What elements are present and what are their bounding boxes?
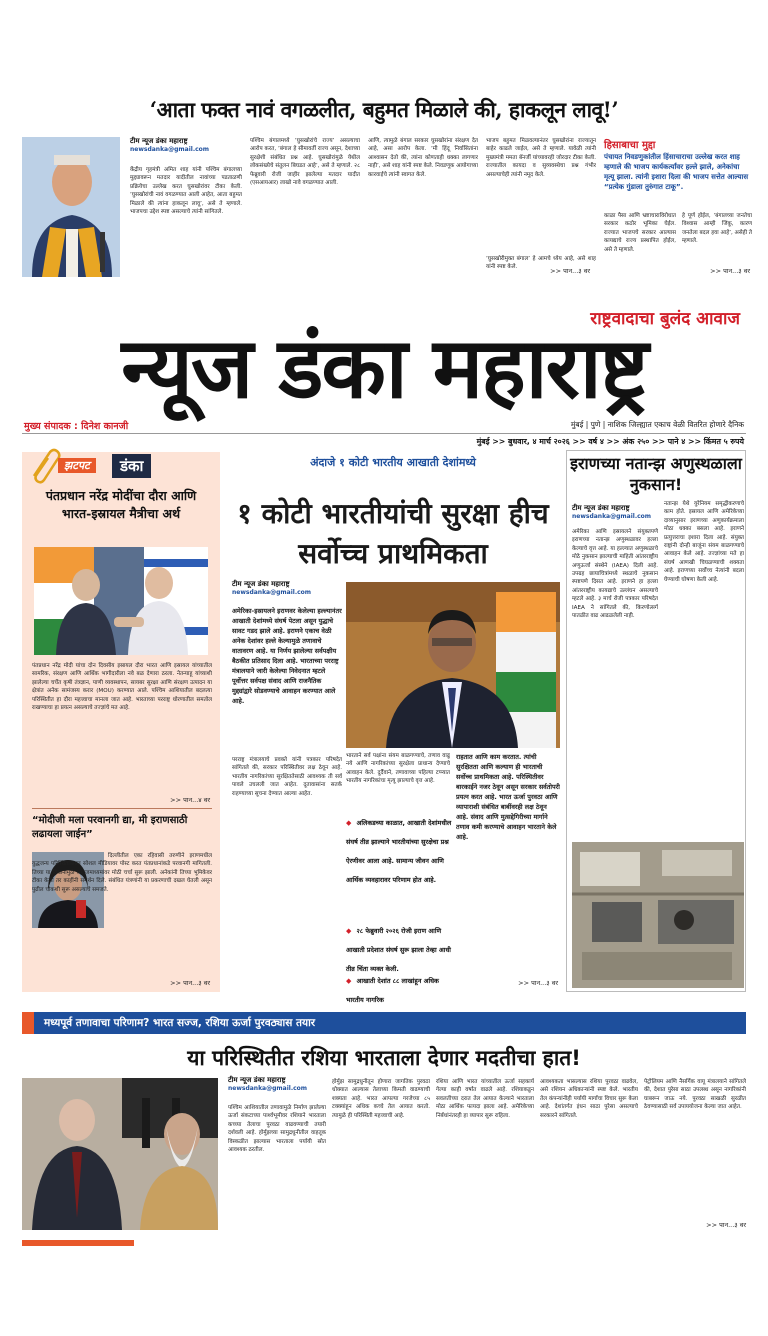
lead-more[interactable]: >> पान...३ वर — [518, 979, 558, 987]
russia-col5: पेट्रोलियम आणि नैसर्गिक वायू मंत्रालयाने सांगितले की, देशात पुरेसा साठा उपलब्ध असून नागरिकांनी घाबरून जाऊ नये. पुरवठा साखळी सुरळीत ठेवण्यासाठी सर्व उपाययोजना केल्या जात आहेत. — [644, 1079, 746, 1111]
russia-col3: रशिया आणि भारत यांच्यातील ऊर्जा सहकार्य गेल्या काही वर्षांत वाढले आहे. रशियाकडून सवलतीच्या दरात तेल आयात केल्याने भारताला मोठा आर्थिक फायदा झाला आहे. अमेरिकेच्या निर्बंधांनंतरही हा व्यापार सुरू राहिला. — [436, 1079, 534, 1119]
editor-label: मुख्य संपादक : दिनेश कानजी — [24, 421, 129, 432]
continue-link-2[interactable]: >> पान...३ वर — [550, 267, 590, 275]
lead-bullet-3 — [346, 968, 452, 1006]
lead-headline: १ कोटी भारतीयांची सुरक्षा हीच सर्वोच्च प्राथमिकता — [237, 497, 549, 570]
iran-headline: इराणच्या नतान्झ अणुस्थळाला नुकसान! — [570, 454, 742, 494]
lead-byline-email[interactable]: newsdanka@gmail.com — [232, 589, 312, 596]
top-story-col4b: ‘घुसखोरीमुक्त बंगाल’ हे आमचे ध्येय आहे, असे शाह यांनी स्पष्ट केले. — [486, 256, 596, 271]
lead-intro: अमेरिका-इस्रायलने इराणवर केलेल्या हल्ल्यानंतर आखाती देशांमध्ये संघर्ष पेटला असून युद्धाचे सावट गडद झाले आहे. इराणने एकाच वेळी अनेक देशांवर हल्ले केल्यामुळे तणावाचे वातावरण आहे. या निर्णय झालेल्या सर्वपक्षीय बैठकीत प्रतिसाद दिला आहे. भारताच्या परराष्ट्र मंत्रालयाने जारी केलेल्या निवेदनात म्हटले पूर्वोत्तर सर्वपक्ष संवाद आणि राजनैतिक मुद्द्यांद्वारे सोडवण्याचे आवाहन करण्यात आले आहे. — [232, 607, 342, 705]
lead-bullet-1 — [346, 810, 452, 886]
lead-intro2: परराष्ट्र मंत्रालयाचे प्रवक्ते यांनी पत्रकार परिषदेत सांगितले की, सरकार परिस्थितीवर लक्ष ठेवून आहे. भारतीय नागरिकांच्या सुरक्षिततेसाठी आवश्यक ती सर्व पावले उचलली जात आहेत. दूतावासांना सतर्क राहण्याच्या सूचना देण्यात आल्या आहेत. — [232, 757, 342, 797]
lead-byline — [232, 580, 342, 596]
tagline: राष्ट्रवादाचा बुलंद आवाज — [590, 309, 740, 329]
putin-modi-photo — [22, 1078, 218, 1230]
top-headline: ‘आता फक्त नावं वगळलीत, बहुमत मिळाले की, हाकलून लावू!’ — [149, 97, 619, 122]
top-story-col3: आणि, त्यामुळे बंगाल सरकार घुसखोरांना संरक्षण देत आहे, असा आरोप केला. ‘मी हिंदू निर्वासितांना आश्वासन देतो की, त्यांना कोणताही धक्का लागणार नाही’, असे शाह यांनी स्पष्ट केले. निवडणूक आयोगाच्या कारवाईचे त्यांनी स्वागत केले. — [368, 138, 478, 178]
left-box-more[interactable]: >> पान...४ वर — [170, 796, 210, 804]
bullet-icon: ◆ — [346, 819, 352, 827]
section-label-b: डंका — [112, 454, 151, 478]
russia-byline-email[interactable]: newsdanka@gmail.com — [228, 1085, 308, 1092]
top-story-byline — [130, 137, 240, 153]
bullet-icon: ◆ — [346, 927, 352, 935]
banner-text: मध्यपूर्व तणावाचा परिणाम? भारत सज्ज, रशिया ऊर्जा पुरवठ्यास तयार — [44, 1017, 316, 1029]
left-box-body: पंतप्रधान नरेंद्र मोदी यांचा दोन दिवसीय इस्रायल दौरा भारत आणि इस्रायल यांच्यातील सामरिक, संरक्षण आणि आर्थिक भागीदारीला नवे बळ देणारा ठरला. नेतन्याहू यांच्याशी झालेल्या चर्चेत कृषी तंत्रज्ञान, पाणी व्यवस्थापन, सायबर सुरक्षा आणि संरक्षण उत्पादन या क्षेत्रांत अनेक सामंजस्य करार (MOU) करण्यात आले. पश्चिम आशियातील बदलत्या परिस्थितीत हा दौरा महत्त्वाचा मानला जात आहे. भारताच्या परराष्ट्र धोरणातील समतोल राखण्याचा हा प्रयत्न असल्याचे तज्ज्ञांचे मत आहे. — [32, 663, 212, 712]
modi-netanyahu-photo — [34, 547, 208, 655]
russia-col2: होर्मुझ सामुद्रधुनीतून होणारा जागतिक पुरवठा धोक्यात आल्यास तेलाच्या किमती वाढण्याची शक्यता आहे. भारत आपल्या गरजेच्या ८५ टक्क्यांहून अधिक कच्चे तेल आयात करतो. त्यामुळे ही परिस्थिती महत्त्वाची आहे. — [332, 1079, 430, 1119]
lead-kicker: अंदाजे १ कोटी भारतीय आखाती देशांमध्ये — [310, 456, 476, 469]
lead-bullet-2-text: २८ फेब्रुवारी २०२६ रोजी इराण आणि आखाती प्रदेशात संघर्ष सुरू झाला तेव्हा आधी तीव्र चिंता व्यक्त केली. — [346, 927, 451, 973]
amit-shah-photo — [22, 137, 120, 277]
russia-headline: या परिस्थितीत रशिया भारताला देणार मदतीचा हात! — [187, 1046, 581, 1070]
side-bold-text: पंचायत निवडणुकांतील हिंसाचाराचा उल्लेख करत शाह म्हणाले की भाजप कार्यकर्त्यांवर हल्ले झाले, अनेकांचा मृत्यू झाला. त्यांनी इशारा दिला की भाजप सत्तेत आल्यास “प्रत्येक गुंडाला तुरुंगात टाकू”. — [604, 153, 749, 191]
iran-byline-text: टीम न्यूज डंका महाराष्ट्र — [572, 504, 630, 512]
top-story-col4: भाजप बहुमत मिळवल्यानंतर घुसखोरांना राज्यातून बाहेर काढले जाईल, असे ते म्हणाले. यावेळी त्यांनी मुख्यमंत्री ममता बॅनर्जी यांच्यावरही जोरदार टीका केली. राज्यातील कायदा व सुव्यवस्थेचा प्रश्न गंभीर असल्याचेही त्यांनी नमूद केले. — [486, 138, 596, 178]
continue-link-1[interactable]: >> पान...३ वर — [710, 267, 750, 275]
lead-byline-text: टीम न्यूज डंका महाराष्ट्र — [232, 580, 290, 588]
russia-col4: आवश्यकता भासल्यास रशिया पुरवठा वाढवेल, असे रशियन अधिकाऱ्यांनी स्पष्ट केले. भारतीय तेल कंपन्यांनीही पर्यायी मार्गांचा विचार सुरू केला आहे. देशांतर्गत इंधन साठा पुरेसा असल्याचे सरकारने सांगितले. — [540, 1079, 638, 1119]
iran-byline — [572, 504, 672, 520]
top-story-col1: केंद्रीय गृहमंत्री अमित शाह यांनी पश्चिम बंगालच्या मुद्द्यावरून मतदार यादीतील नावांच्या पडताळणी प्रक्रियेचा उल्लेख करत घुसखोरांवर टीका केली. ‘घुसखोरांची नावं वगळण्यात आली आहेत, आता बहुमत मिळाले की त्यांना हाकलून लावू’, असे ते म्हणाले. भाजपचा उद्देश स्पष्ट असल्याचे त्यांनी सांगितले. — [130, 167, 242, 216]
byline-email[interactable]: newsdanka@gmail.com — [130, 146, 210, 153]
quote-more[interactable]: >> पान...३ वर — [170, 979, 210, 987]
side-col2: हे पूर्ण होईल, ‘बंगालच्या जनतेचा विश्वास आम्ही जिंकू, कारण जनतेला बदल हवा आहे’, असेही ते म्हणाले. — [682, 213, 752, 245]
lead-bullet-1-text: अलिकडच्या काळात, आखाती देशांमधील संघर्ष तीव्र झाल्याने भारतीयांच्या सुरक्षेचा प्रश्न ऐरणीवर आला आहे. सामान्य जीवन आणि आर्थिक व्यवहारावर परिणाम होत आहे. — [346, 819, 452, 884]
left-box-headline: पंतप्रधान नरेंद्र मोदींचा दौरा आणि भारत-इस्रायल मैत्रीचा अर्थ — [45, 488, 197, 521]
iran-col2: नतान्झ येथे युरेनियम समृद्धीकरणाचे काम होते. इस्रायल आणि अमेरिकेच्या दाव्यानुसार इराणच्या अणुकार्यक्रमाला मोठा धक्का बसला आहे. इराणने प्रत्युत्तराचा इशारा दिला आहे. संयुक्त राष्ट्रांनी दोन्ही बाजूंना संयम बाळगण्याचे आवाहन केले आहे. तज्ज्ञांच्या मते हा संघर्ष आणखी चिघळण्याची शक्यता आहे. इराणच्या सर्वोच्च नेत्यांनी बदला घेण्याची घोषणा केली आहे. — [664, 501, 744, 583]
lead-bullet-3-text: आखाती देशांत ८८ लाखांहून अधिक भारतीय नागरिक — [346, 977, 439, 1004]
official-photo — [346, 582, 560, 748]
section-label-a: झटपट — [58, 458, 96, 473]
bullet-icon: ◆ — [346, 977, 352, 985]
quote-body: दिल्लीतील एका रहिवासी तरुणीने इराणमधील युद्धजन्य परिस्थितीबाबत सोशल मीडियावर पोस्ट करत पंतप्रधानांकडे परवानगी मागितली. तिच्या या विधानामुळे समाजमाध्यमांवर मोठी चर्चा सुरू झाली. अनेकांनी तिच्या भूमिकेवर टीका केली तर काहींनी समर्थन दिले. संबंधित यंत्रणांनी या प्रकरणाची दखल घेतली असून पुढील चौकशी सुरू असल्याचे समजते. — [32, 853, 212, 893]
russia-col1: पश्चिम आशियातील तणावामुळे निर्माण झालेल्या ऊर्जा संकटाच्या पार्श्वभूमीवर रशियाने भारताला कच्च्या तेलाचा पुरवठा वाढवण्याची तयारी दर्शवली आहे. होर्मुझच्या सामुद्रधुनीतील वाहतूक विस्कळीत झाल्यास भारताला पर्यायी स्रोत आवश्यक ठरतील. — [228, 1105, 326, 1154]
russia-byline — [228, 1076, 348, 1092]
iran-col1: अमेरिका आणि इस्रायलने संयुक्तपणे इराणच्या नतान्झ अणुस्थळावर हल्ला केल्याचे वृत्त आहे. या हल्ल्यात अणुस्थळाचे मोठे नुकसान झाल्याची माहिती आंतरराष्ट्रीय अणुऊर्जा संस्थेने (IAEA) दिली आहे. उपग्रह छायाचित्रांमध्ये स्थळाचे नुकसान स्पष्टपणे दिसत आहे. इराणने हा हल्ला आंतरराष्ट्रीय कायद्याचे उल्लंघन असल्याचे म्हटले आहे. ३ मार्च रोजी पत्रकार परिषदेत IAEA ने सांगितले की, किरणोत्सर्ग पातळीत वाढ आढळलेली नाही. — [572, 529, 658, 620]
satellite-photo — [572, 842, 744, 988]
issue-line: मुंबई >> बुधवार, ४ मार्च २०२६ >> वर्ष ४ >> अंक २५० >> पाने ४ >> किंमत ५ रुपये — [476, 437, 744, 446]
russia-more[interactable]: >> पान...३ वर — [706, 1221, 746, 1229]
byline-text: टीम न्यूज डंका महाराष्ट्र — [130, 137, 188, 145]
lead-col1: भारताने सर्व पक्षांना संयम बाळगण्याचे, तणाव वाढू नये आणि नागरिकांच्या सुरक्षेला प्राधान्य देण्याचे आवाहन केले. दुर्दैवाने, तणावाच्या पहिल्या टप्प्यात भारतीय नागरिकांचा मृत्यू झाल्याचे वृत्त आहे. — [346, 753, 450, 785]
footer-rule — [22, 1240, 134, 1246]
quote-headline: “मोदीजी मला परवानगी द्या, मी इराणसाठी लढायला जाईन” — [32, 815, 188, 840]
banner-accent — [22, 1012, 34, 1034]
left-box-divider — [32, 808, 212, 809]
side-col1: काळा पैसा आणि भ्रष्टाचाराविरोधात सरकार कठोर भूमिका घेईल. राज्यात भाजपचे सरकार आल्यास कायद्याचे राज्य प्रस्थापित होईल, असे ते म्हणाले. — [604, 213, 676, 253]
lead-bullet-2 — [346, 918, 452, 975]
cities-line: मुंबई | पुणे | नाशिक जिल्ह्यात एकाच वेळी वितरित होणारे दैनिक — [570, 420, 744, 429]
masthead-title: न्यूज डंका महाराष्ट्र — [121, 319, 647, 417]
top-story-col2: पश्चिम बंगालमध्ये ‘घुसखोरांचे राज्य’ असल्याचा आरोप करत, ‘बंगाल हे सीमावर्ती राज्य असून, देशाच्या सुरक्षेशी संबंधित प्रश्न आहे. घुसखोरांमुळे येथील लोकसंख्येचे संतुलन बिघडत आहे’, असे ते म्हणाले. २८ फेब्रुवारी रोजी जाहीर झालेल्या मतदार यादीत (एसआयआर) लाखो नावे वगळण्यात आली. — [250, 138, 360, 187]
masthead-divider — [22, 433, 746, 434]
russia-byline-text: टीम न्यूज डंका महाराष्ट्र — [228, 1076, 286, 1084]
lead-col2: राहतात आणि काम करतात. त्यांची सुरक्षितता आणि कल्याण ही भारताची सर्वोच्च प्राथमिकता आहे. परिस्थितीवर बारकाईने नजर ठेवून असून सरकार सर्वतोपरी प्रयत्न करत आहे. भारत ऊर्जा पुरवठा आणि व्यापाराशी संबंधित बाबींवरही लक्ष ठेवून आहे. संवाद आणि मुत्सद्देगिरीच्या मार्गाने तणाव कमी करण्याचे आवाहन भारताने केले आहे. — [456, 753, 560, 841]
iran-byline-email[interactable]: newsdanka@gmail.com — [572, 513, 652, 520]
side-kicker: हिसाबाचा मुद्दा — [604, 140, 656, 151]
